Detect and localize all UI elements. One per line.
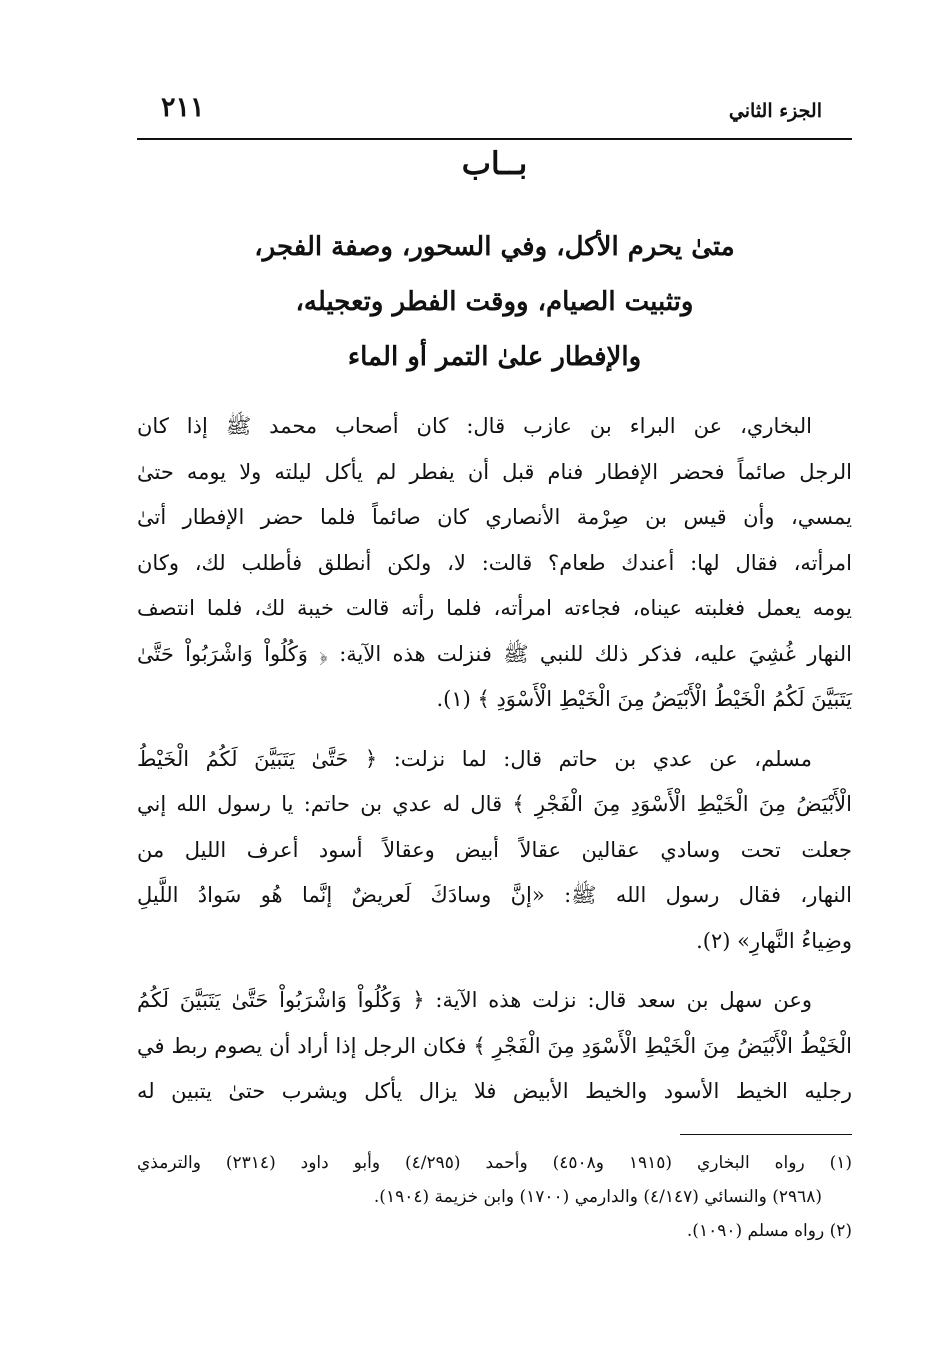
text-line: رجليه الخيط الأسود والخيط الأبيض فلا يزال يأكل ويشرب حتىٰ يتبين له <box>137 1079 852 1103</box>
text-line: يمسي، وأن قيس بن صِرْمة الأنصاري كان صائماً فلما حضر الإفطار أتىٰ <box>137 505 852 529</box>
text-line: وعن سهل بن سعد قال: نزلت هذه الآية: ﴿ وَكُلُواْ وَاشْرَبُواْ حَتَّىٰ يَتَبَيَّنَ لَكُمُ <box>137 988 812 1012</box>
paragraph-bukhari <box>137 404 852 723</box>
page-number: ٢١١ <box>161 92 205 123</box>
text-line: الرجل صائماً فحضر الإفطار فنام قبل أن يفطر لم يأكل ليلته ولا يومه حتىٰ <box>137 459 852 484</box>
text-line: البخاري، عن البراء بن عازب قال: كان أصحاب محمد ﷺ إذا كان <box>137 414 812 438</box>
footnote-line: (١) رواه البخاري (١٩١٥ و٤٥٠٨) وأحمد (٤/٢٩٥) وأبو داود (٢٣١٤) والترمذي <box>137 1153 852 1173</box>
footnotes <box>137 1146 852 1248</box>
heading-line: وتثبيت الصيام، ووقت الفطر وتعجيله، <box>295 287 694 317</box>
footnote-rule <box>680 1134 852 1135</box>
footnote-line: (٢٩٦٨) والنسائي (٤/١٤٧) والدارمي (١٧٠٠) وابن خزيمة (١٩٠٤). <box>373 1187 822 1207</box>
footnote-line: (٢) رواه مسلم (١٠٩٠). <box>686 1221 852 1241</box>
chapter-title: بــاب <box>461 146 528 182</box>
header-rule <box>137 138 852 140</box>
text-line: النهار غُشِيَ عليه، فذكر ذلك للنبي ﷺ فنزلت هذه الآية: ﴿ وَكُلُواْ وَاشْرَبُواْ حَتَّىٰ <box>137 641 852 666</box>
body-text <box>137 404 852 1115</box>
volume-title: الجزء الثاني <box>728 100 822 122</box>
text-line: جعلت تحت وسادي عقالين عقالاً أبيض وعقالاً أسود أعرف الليل من <box>137 837 852 862</box>
text-line: يَتَبَيَّنَ لَكُمُ الْخَيْطُ الْأَبْيَضُ مِنَ الْخَيْطِ الْأَسْوَدِ ﴾ (١). <box>436 687 852 711</box>
text-line: يومه يعمل فغلبته عيناه، فجاءته امرأته، فلما رأته قالت خيبة لك، فلما انتصف <box>137 596 852 620</box>
text-line: وضِياءُ النَّهارِ» (٢). <box>696 928 852 953</box>
text-line: الْأَبْيَضُ مِنَ الْخَيْطِ الْأَسْوَدِ مِنَ الْفَجْرِ ﴾ قال له عدي بن حاتم: يا رسول الله إني <box>137 792 852 816</box>
section-heading <box>137 220 852 385</box>
heading-line: متىٰ يحرم الأكل، وفي السحور، وصفة الفجر، <box>254 232 735 262</box>
text-line: الْخَيْطُ الْأَبْيَضُ مِنَ الْخَيْطِ الْأَسْوَدِ مِنَ الْفَجْرِ ﴾ فكان الرجل إذا أراد أن يصوم ربط في <box>137 1033 852 1058</box>
text-line: النهار، فقال رسول الله ﷺ: «إنَّ وسادَكَ لَعريضٌ إنَّما هُو سَوادُ اللَّيلِ <box>137 883 852 907</box>
heading-line: والإفطار علىٰ التمر أو الماء <box>347 342 642 372</box>
paragraph-muslim <box>137 737 852 965</box>
running-header <box>137 92 852 132</box>
text-line: مسلم، عن عدي بن حاتم قال: لما نزلت: ﴿ حَتَّىٰ يَتَبَيَّنَ لَكُمُ الْخَيْطُ <box>137 746 812 771</box>
text-line: امرأته، فقال لها: أعندك طعام؟ قالت: لا، ولكن أنطلق فأطلب لك، وكان <box>137 550 852 575</box>
paragraph-sahl <box>137 978 852 1115</box>
